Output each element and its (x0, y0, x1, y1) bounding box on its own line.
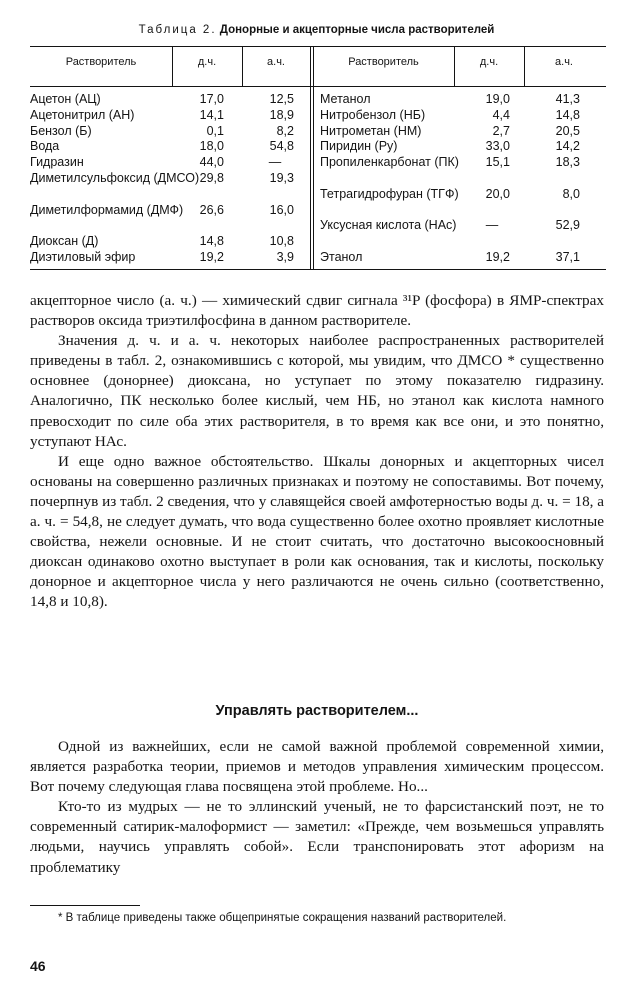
table-cell: 41,3 (555, 92, 580, 106)
table-cell: 14,8 (199, 234, 224, 249)
table-cell: 37,1 (555, 249, 580, 264)
right-dn-column (460, 92, 510, 266)
table-bottom-rule (30, 269, 606, 270)
paragraph: Одной из важнейших, если не самой важной проблемой современной химии, является разработка теории, приемов и методов управления химическим процессом. Вот почему следующая глава посвящена этой проблеме. Но... (30, 738, 604, 796)
table-cell: 18,3 (555, 155, 580, 170)
table-caption-title: Донорные и акцепторные числа растворителей (219, 24, 495, 36)
header-solvent-left: Растворитель (65, 56, 137, 68)
table-cell: 14,1 (199, 107, 224, 122)
table-cell: Тетрагидрофуран (ТГФ) (320, 186, 459, 201)
body-text-lower (30, 737, 604, 878)
table-cell: 19,0 (485, 92, 510, 106)
body-text-upper (30, 291, 604, 613)
footnote-text: * В таблице приведены также общепринятые сокращения названий растворителей. (58, 912, 507, 924)
table-cell: Ацетон (АЦ) (30, 92, 101, 106)
header-an-left: а.ч. (267, 56, 285, 68)
page-number: 46 (30, 958, 46, 974)
footnote-rule (30, 905, 140, 906)
table-caption-label: Таблица 2. (138, 24, 217, 36)
table-double-divider (310, 46, 311, 269)
table-cell: — (485, 218, 499, 233)
table-cell: 0,1 (206, 123, 224, 138)
table-cell: 10,8 (269, 234, 294, 249)
table-cell: 54,8 (269, 139, 294, 154)
table-cell: Нитробензол (НБ) (320, 107, 426, 122)
section-heading: Управлять растворителем... (215, 703, 419, 719)
left-dn-column (172, 92, 224, 266)
table-cell: 26,6 (199, 202, 224, 217)
table-cell: 33,0 (485, 139, 510, 154)
left-an-column (242, 92, 294, 266)
table-cell: Гидразин (30, 155, 84, 170)
table-cell: Пиридин (Ру) (320, 139, 398, 154)
table-cell: 16,0 (269, 202, 294, 217)
paragraph: И еще одно важное обстоятельство. Шкалы донорных и акцепторных чисел основаны на совершенно различных признаках и поэтому не сопоставимы. Вот почему, почерпнув из табл. 2 сведения, что у славящейся своей амфотерностью воды д. ч. = 18, а а. ч. = 54,8, не следует думать, что вода существенно более охотно проявляет кислотные свойства, нежели основные. И не стоит считать, что достаточно высокоосновный диоксан одинаково охотно выступает в роли как основания, так и кислоты, поскольку донорное и акцепторное числа у него различаются не очень сильно (соответственно, 14,8 и 10,8). (30, 452, 604, 611)
table-cell: 29,8 (199, 170, 224, 185)
table-caption (30, 24, 603, 36)
table-cell: 14,8 (555, 107, 580, 122)
right-names-column (320, 92, 465, 266)
table-cell: Диоксан (Д) (30, 234, 99, 249)
table-cell: 3,9 (276, 249, 294, 264)
table-cell: Диметилсульфоксид (ДМСО) (30, 170, 200, 185)
table-cell: Метанол (320, 92, 371, 106)
table-cell: — (268, 155, 282, 170)
table-cell: 17,0 (199, 92, 224, 106)
paragraph: Значения д. ч. и а. ч. некоторых наиболее распространенных растворителей приведены в табл. 2, ознакомившись с которой, мы увидим, что ДМСО * существенно основнее (донорнее) диоксана, но уступает по этому показателю гидразину. Аналогично, ПК несколько более кислый, чем НБ, но этанол как кислота намного превосходит по силе оба этих растворителя, в то время как все они, и это понятно, уступают НАс. (30, 332, 604, 450)
table-cell: Уксусная кислота (НАс) (320, 218, 457, 233)
table-cell: 8,2 (276, 123, 294, 138)
table-cell: Пропиленкарбонат (ПК) (320, 155, 459, 170)
table-cell: Ацетонитрил (АН) (30, 107, 135, 122)
table-cell: 20,0 (485, 186, 510, 201)
header-an-right: а.ч. (555, 56, 573, 68)
table-cell: 2,7 (492, 123, 510, 138)
table-cell: 12,5 (269, 92, 294, 106)
table-cell: 19,2 (199, 249, 224, 264)
table-cell: 8,0 (562, 186, 580, 201)
header-solvent-right: Растворитель (348, 56, 419, 68)
paragraph: Кто-то из мудрых — не то эллинский ученый, не то фарсистанский поэт, не то современный сатирик-малоформист — заметил: «Прежде, чем возьмешься управлять людьми, научись управлять собой». Если транспонировать этот афоризм на проблематику (30, 798, 604, 876)
right-an-column (530, 92, 580, 266)
table-cell: 14,2 (555, 139, 580, 154)
paragraph: акцепторное число (а. ч.) — химический сдвиг сигнала ³¹P (фосфора) в ЯМР-спектрах растворов оксида триэтилфосфина в данном растворителе. (30, 292, 604, 330)
table-cell: 19,3 (269, 170, 294, 185)
footnote (30, 910, 604, 926)
table-cell: 4,4 (492, 107, 510, 122)
table-cell: Диэтиловый эфир (30, 249, 136, 264)
table-cell: 20,5 (555, 123, 580, 138)
table-header-rule (30, 86, 606, 87)
table-cell: Нитрометан (НМ) (320, 123, 422, 138)
header-dn-left: д.ч. (197, 56, 217, 68)
table-top-rule (30, 46, 606, 47)
table-cell: 52,9 (555, 218, 580, 233)
table-cell: 44,0 (199, 155, 224, 170)
table-cell: 18,0 (199, 139, 224, 154)
table-double-divider (313, 46, 314, 269)
table-cell: Диметилформамид (ДМФ) (30, 202, 184, 217)
header-dn-right: д.ч. (479, 56, 499, 68)
solvent-table (30, 46, 606, 266)
table-cell: 19,2 (485, 249, 510, 264)
table-cell: 15,1 (485, 155, 510, 170)
table-cell: Бензол (Б) (30, 123, 92, 138)
table-cell: 18,9 (269, 107, 294, 122)
table-cell: Вода (30, 139, 60, 154)
table-cell: Этанол (320, 249, 363, 264)
